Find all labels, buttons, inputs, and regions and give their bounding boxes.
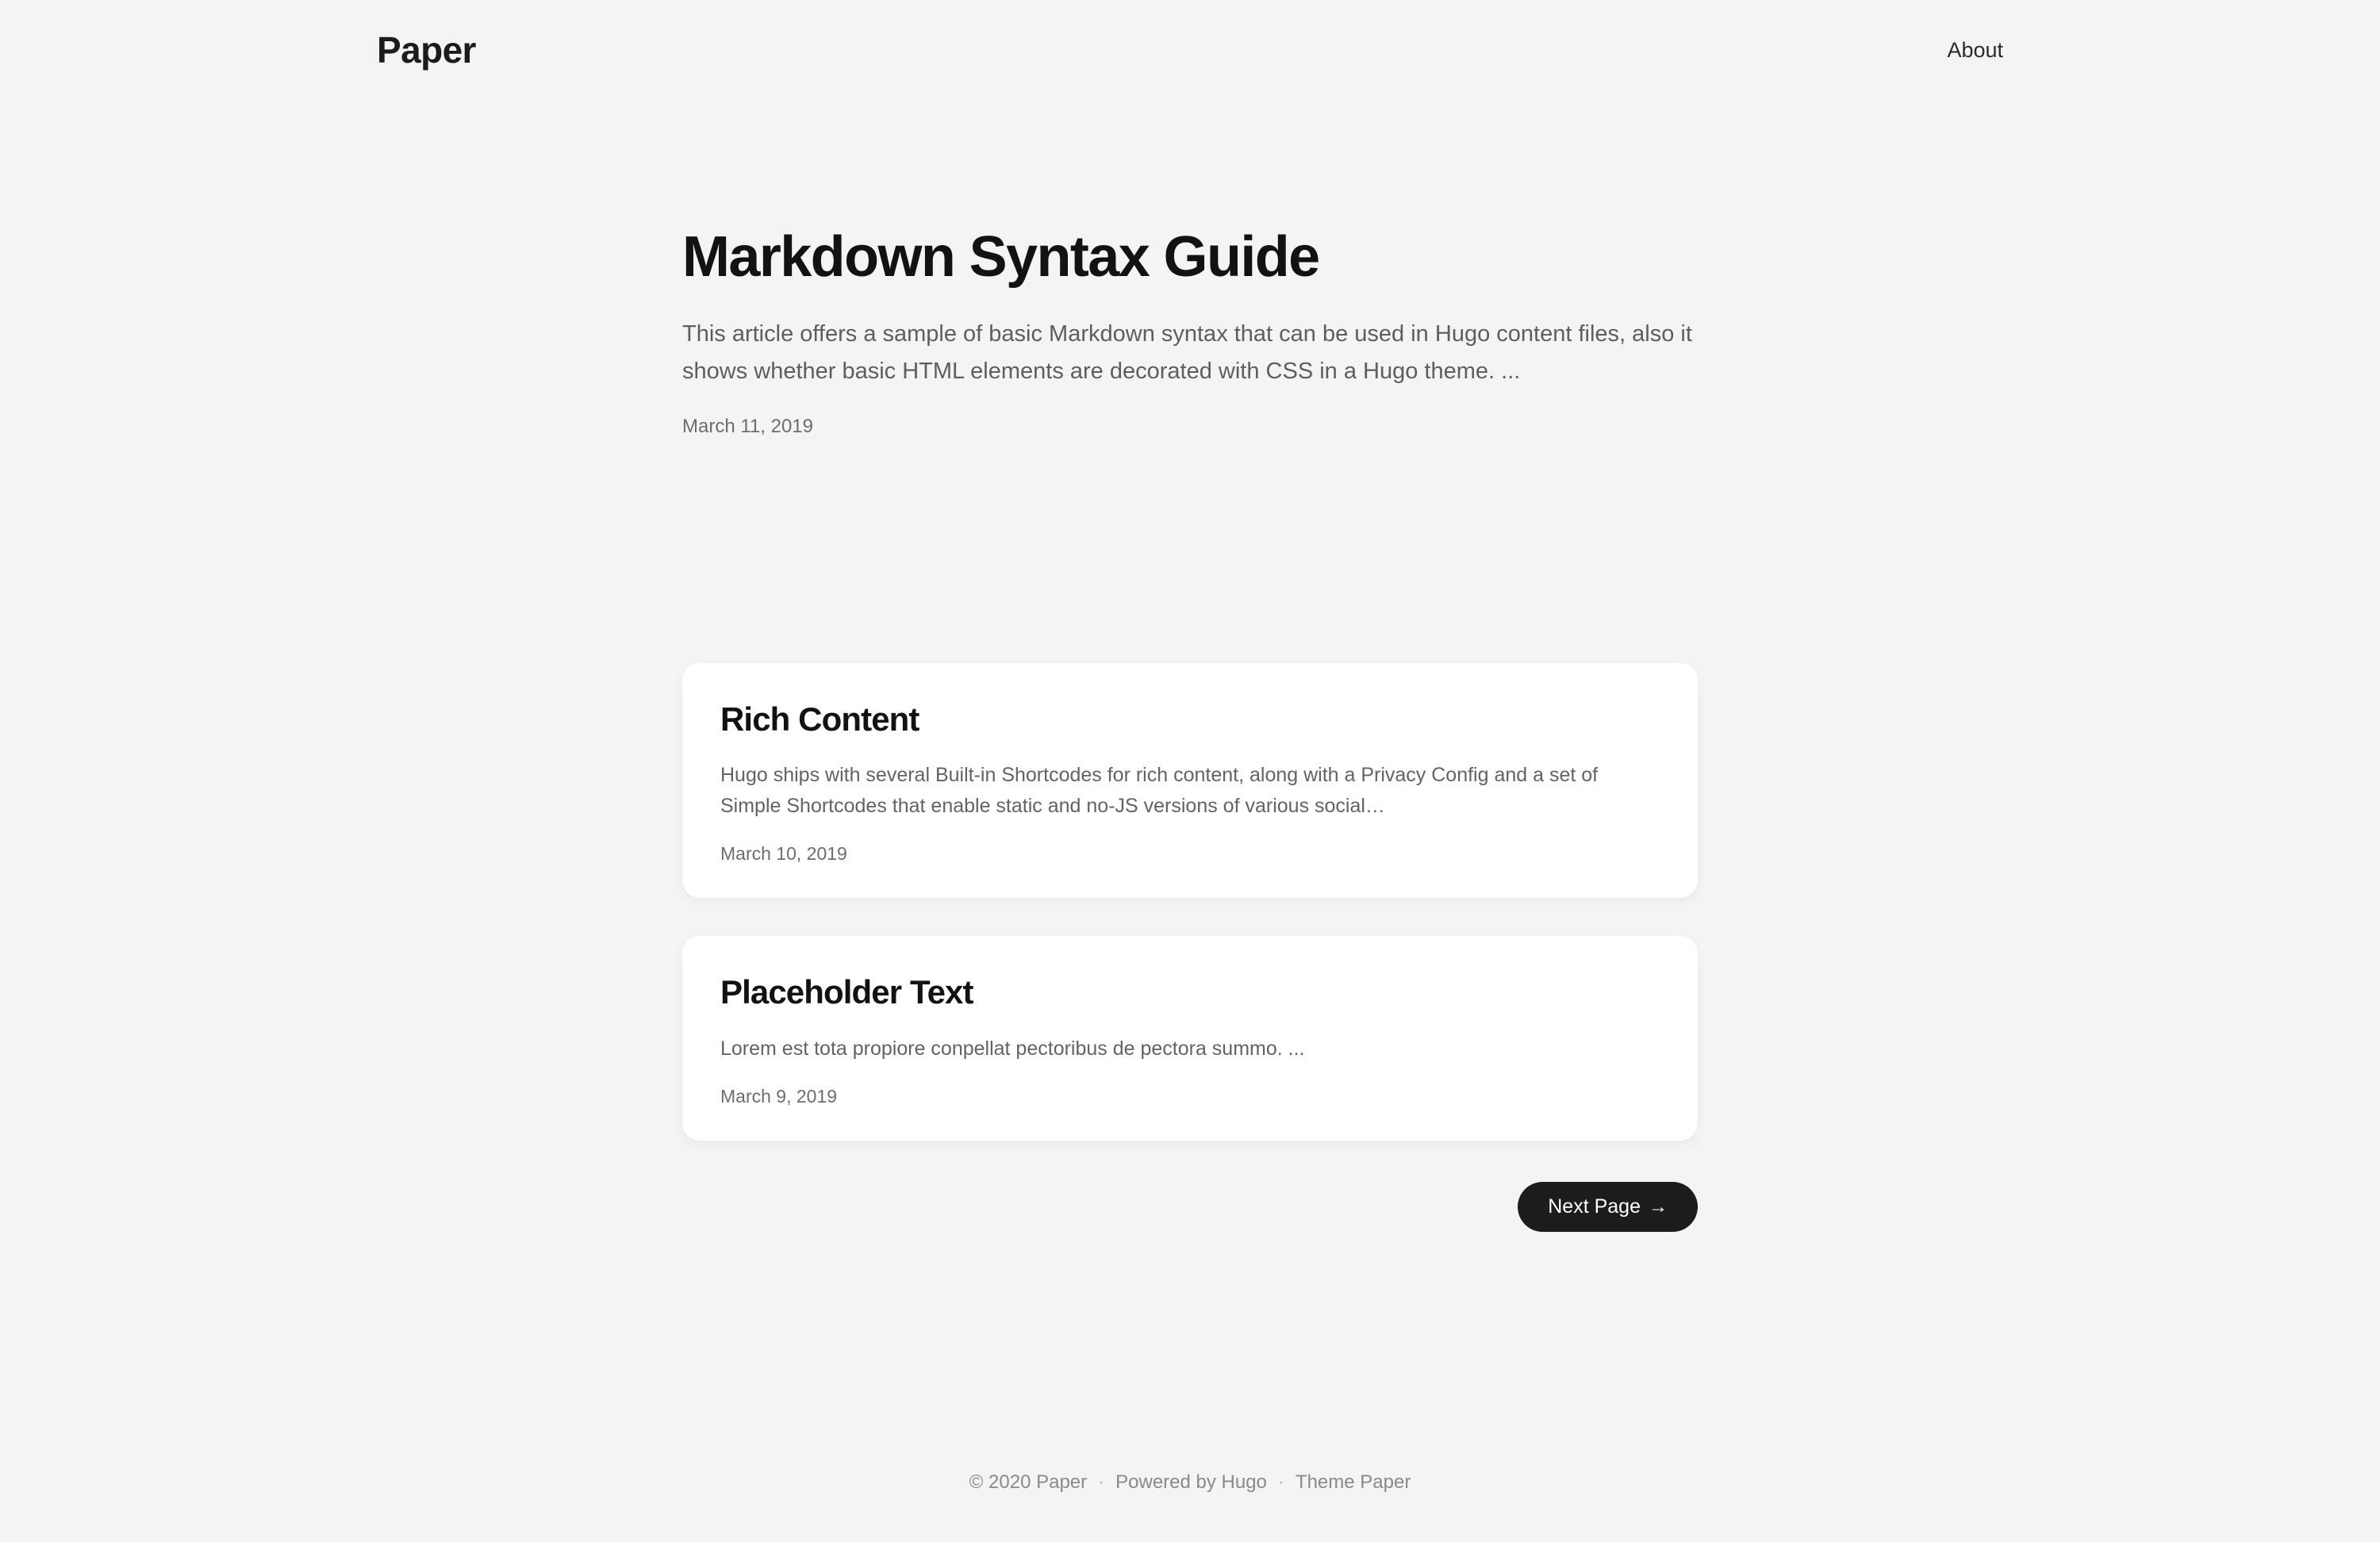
featured-post-summary: This article offers a sample of basic Markdown syntax that can be used in Hugo content files, also it shows whether basic HTML elements are decorated with CSS in a Hugo theme. ... — [682, 320, 1692, 384]
post-date: March 10, 2019 — [720, 843, 847, 865]
arrow-right-icon: → — [1649, 1195, 1668, 1218]
footer-powered-by-link[interactable]: Powered by Hugo — [1115, 1471, 1267, 1493]
featured-post-date: March 11, 2019 — [682, 415, 813, 437]
main-content — [0, 100, 2380, 1232]
content-container — [682, 100, 1698, 1232]
post-title: Placeholder Text — [720, 973, 973, 1011]
footer-copyright: © 2020 Paper — [969, 1471, 1088, 1493]
footer-theme-link[interactable]: Theme Paper — [1295, 1471, 1411, 1493]
page-title: Markdown Syntax Guide — [682, 225, 1319, 289]
site-footer — [0, 1471, 2380, 1494]
featured-post[interactable] — [682, 100, 1698, 436]
next-page-label: Next Page — [1548, 1195, 1641, 1218]
post-summary: Hugo ships with several Built-in Shortcodes for rich content, along with a Privacy Config and a set of Simple Shortcodes that enable static and no-JS versions of various social… — [720, 763, 1599, 817]
post-list — [682, 663, 1698, 1141]
site-brand[interactable]: Paper — [377, 29, 476, 71]
pagination — [682, 1182, 1698, 1232]
post-card-placeholder-text[interactable] — [682, 936, 1698, 1141]
post-date: March 9, 2019 — [720, 1086, 838, 1107]
post-title: Rich Content — [720, 700, 919, 738]
nav-item-about[interactable]: About — [1947, 37, 2003, 62]
post-summary: Lorem est tota propiore conpellat pectoribus de pectora summo. ... — [720, 1037, 1305, 1060]
footer-separator: · — [1098, 1471, 1105, 1493]
post-card-rich-content[interactable] — [682, 663, 1698, 899]
next-page-button[interactable] — [1518, 1182, 1698, 1232]
main-nav — [1947, 37, 2003, 62]
footer-separator: · — [1277, 1471, 1284, 1493]
site-header — [0, 0, 2380, 100]
